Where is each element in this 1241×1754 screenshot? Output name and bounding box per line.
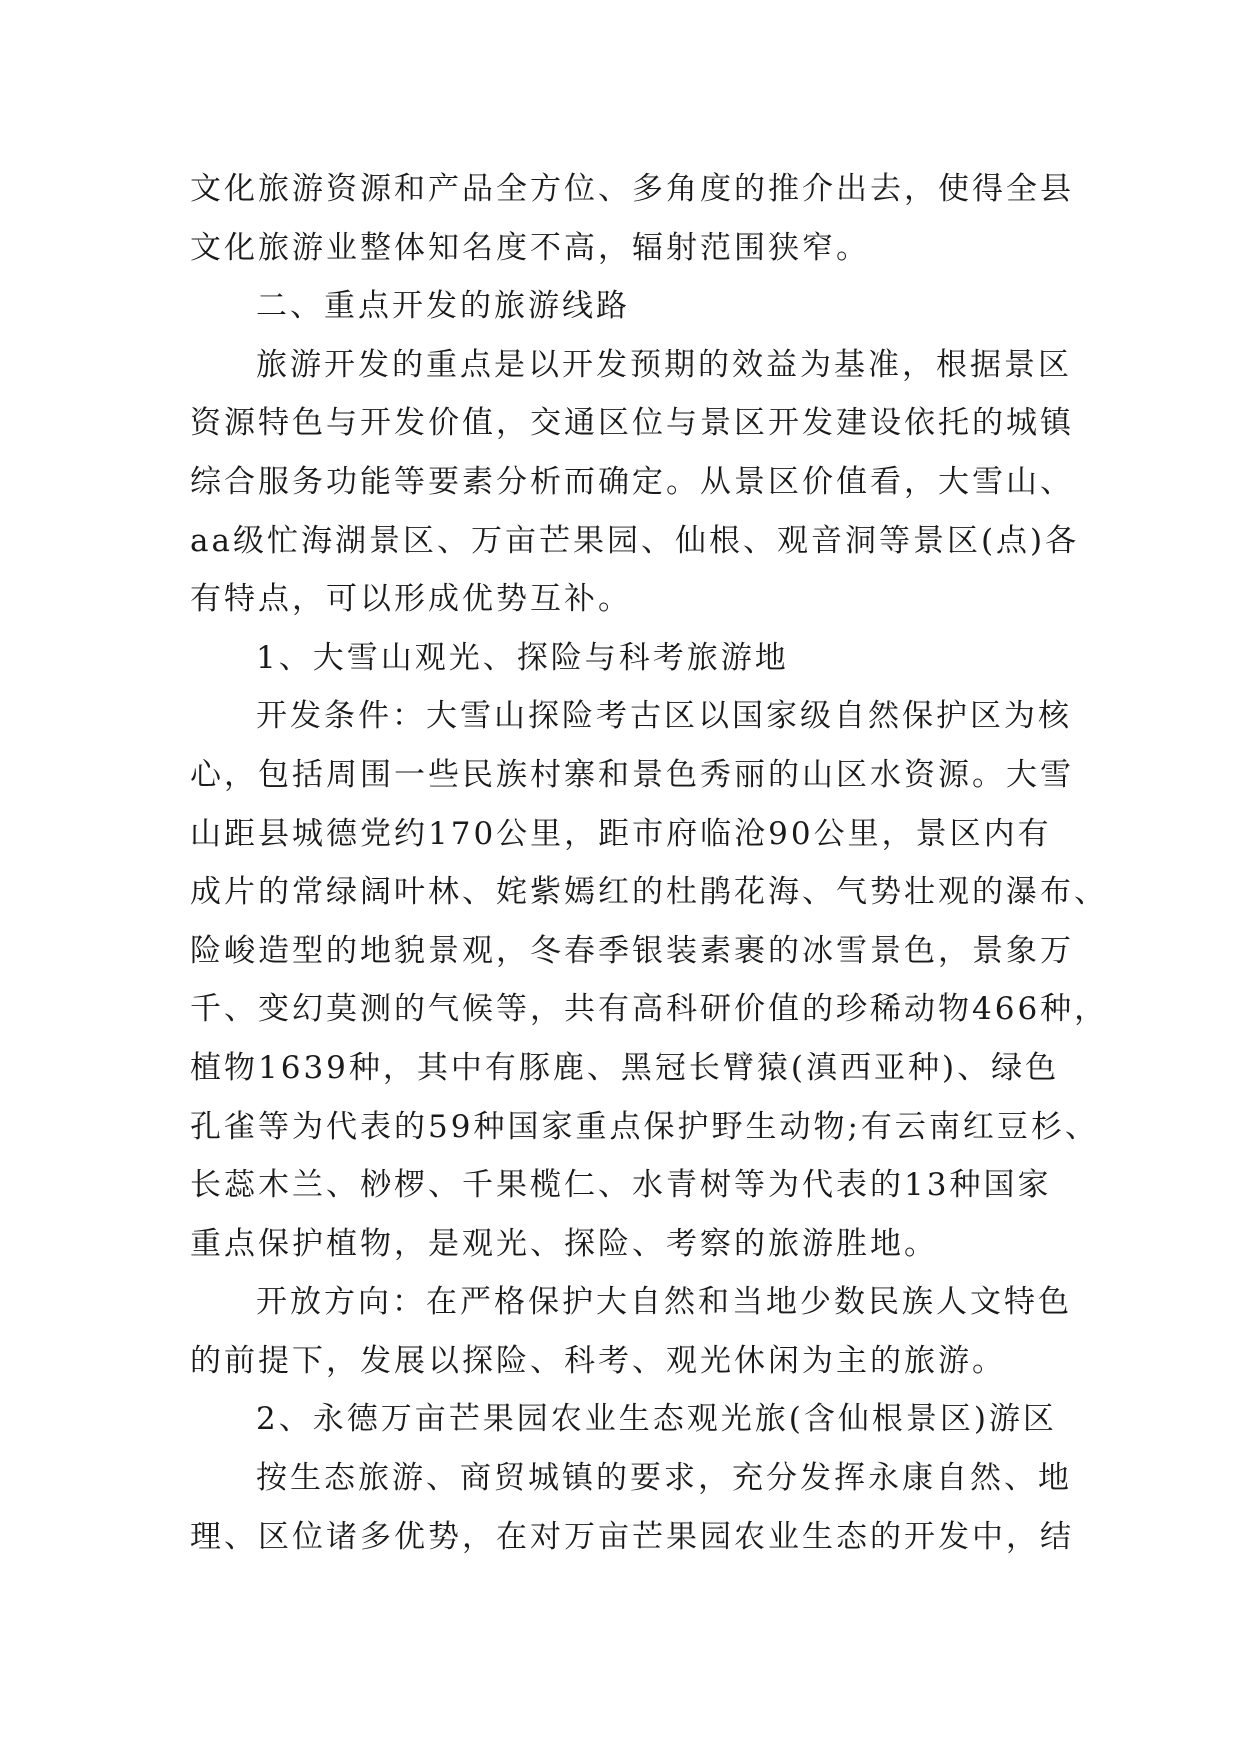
- section-heading: 二、重点开发的旅游线路: [256, 288, 630, 325]
- text-line: 综合服务功能等要素分析而确定。从景区价值看，大雪山、: [190, 463, 1074, 500]
- subsection-heading: 2、永德万亩芒果园农业生态观光旅(含仙根景区)游区: [256, 1401, 1057, 1438]
- text-line: 心，包括周围一些民族村寨和景色秀丽的山区水资源。大雪: [190, 756, 1074, 793]
- text-line: 孔雀等为代表的59种国家重点保护野生动物;有云南红豆杉、: [190, 1108, 1099, 1145]
- text-line: 千、变幻莫测的气候等，共有高科研价值的珍稀动物466种，: [190, 991, 1109, 1028]
- text-line: 按生态旅游、商贸城镇的要求，充分发挥永康自然、地: [256, 1460, 1072, 1497]
- text-line: 文化旅游业整体知名度不高，辐射范围狭窄。: [190, 229, 870, 266]
- text-line: 开放方向：在严格保护大自然和当地少数民族人文特色: [256, 1284, 1072, 1321]
- body-text: [190, 160, 1109, 1566]
- text-line: 的前提下，发展以探险、科考、观光休闲为主的旅游。: [190, 1342, 1006, 1379]
- text-line: 有特点，可以形成优势互补。: [190, 581, 632, 618]
- text-line: 开发条件：大雪山探险考古区以国家级自然保护区为核: [256, 698, 1072, 735]
- text-line: 险峻造型的地貌景观，冬春季银装素裹的冰雪景色，景象万: [190, 932, 1074, 969]
- text-line: 旅游开发的重点是以开发预期的效益为基准，根据景区: [256, 346, 1072, 383]
- text-line: aa级忙海湖景区、万亩芒果园、仙根、观音洞等景区(点)各: [190, 522, 1080, 559]
- subsection-heading: 1、大雪山观光、探险与科考旅游地: [256, 639, 789, 676]
- text-line: 成片的常绿阔叶林、姹紫嫣红的杜鹃花海、气势壮观的瀑布、: [190, 874, 1108, 911]
- text-line: 文化旅游资源和产品全方位、多角度的推介出去，使得全县: [190, 171, 1074, 207]
- text-line: 山距县城德党约170公里，距市府临沧90公里，景区内有: [190, 815, 1052, 852]
- text-line: 理、区位诸多优势，在对万亩芒果园农业生态的开发中，结: [190, 1518, 1074, 1555]
- text-line: 植物1639种，其中有豚鹿、黑冠长臂猿(滇西亚种)、绿色: [190, 1049, 1060, 1086]
- text-line: 资源特色与开发价值，交通区位与景区开发建设依托的城镇: [190, 405, 1074, 442]
- text-line: 重点保护植物，是观光、探险、考察的旅游胜地。: [190, 1225, 938, 1262]
- text-line: 长蕊木兰、桫椤、千果榄仁、水青树等为代表的13种国家: [190, 1167, 1052, 1204]
